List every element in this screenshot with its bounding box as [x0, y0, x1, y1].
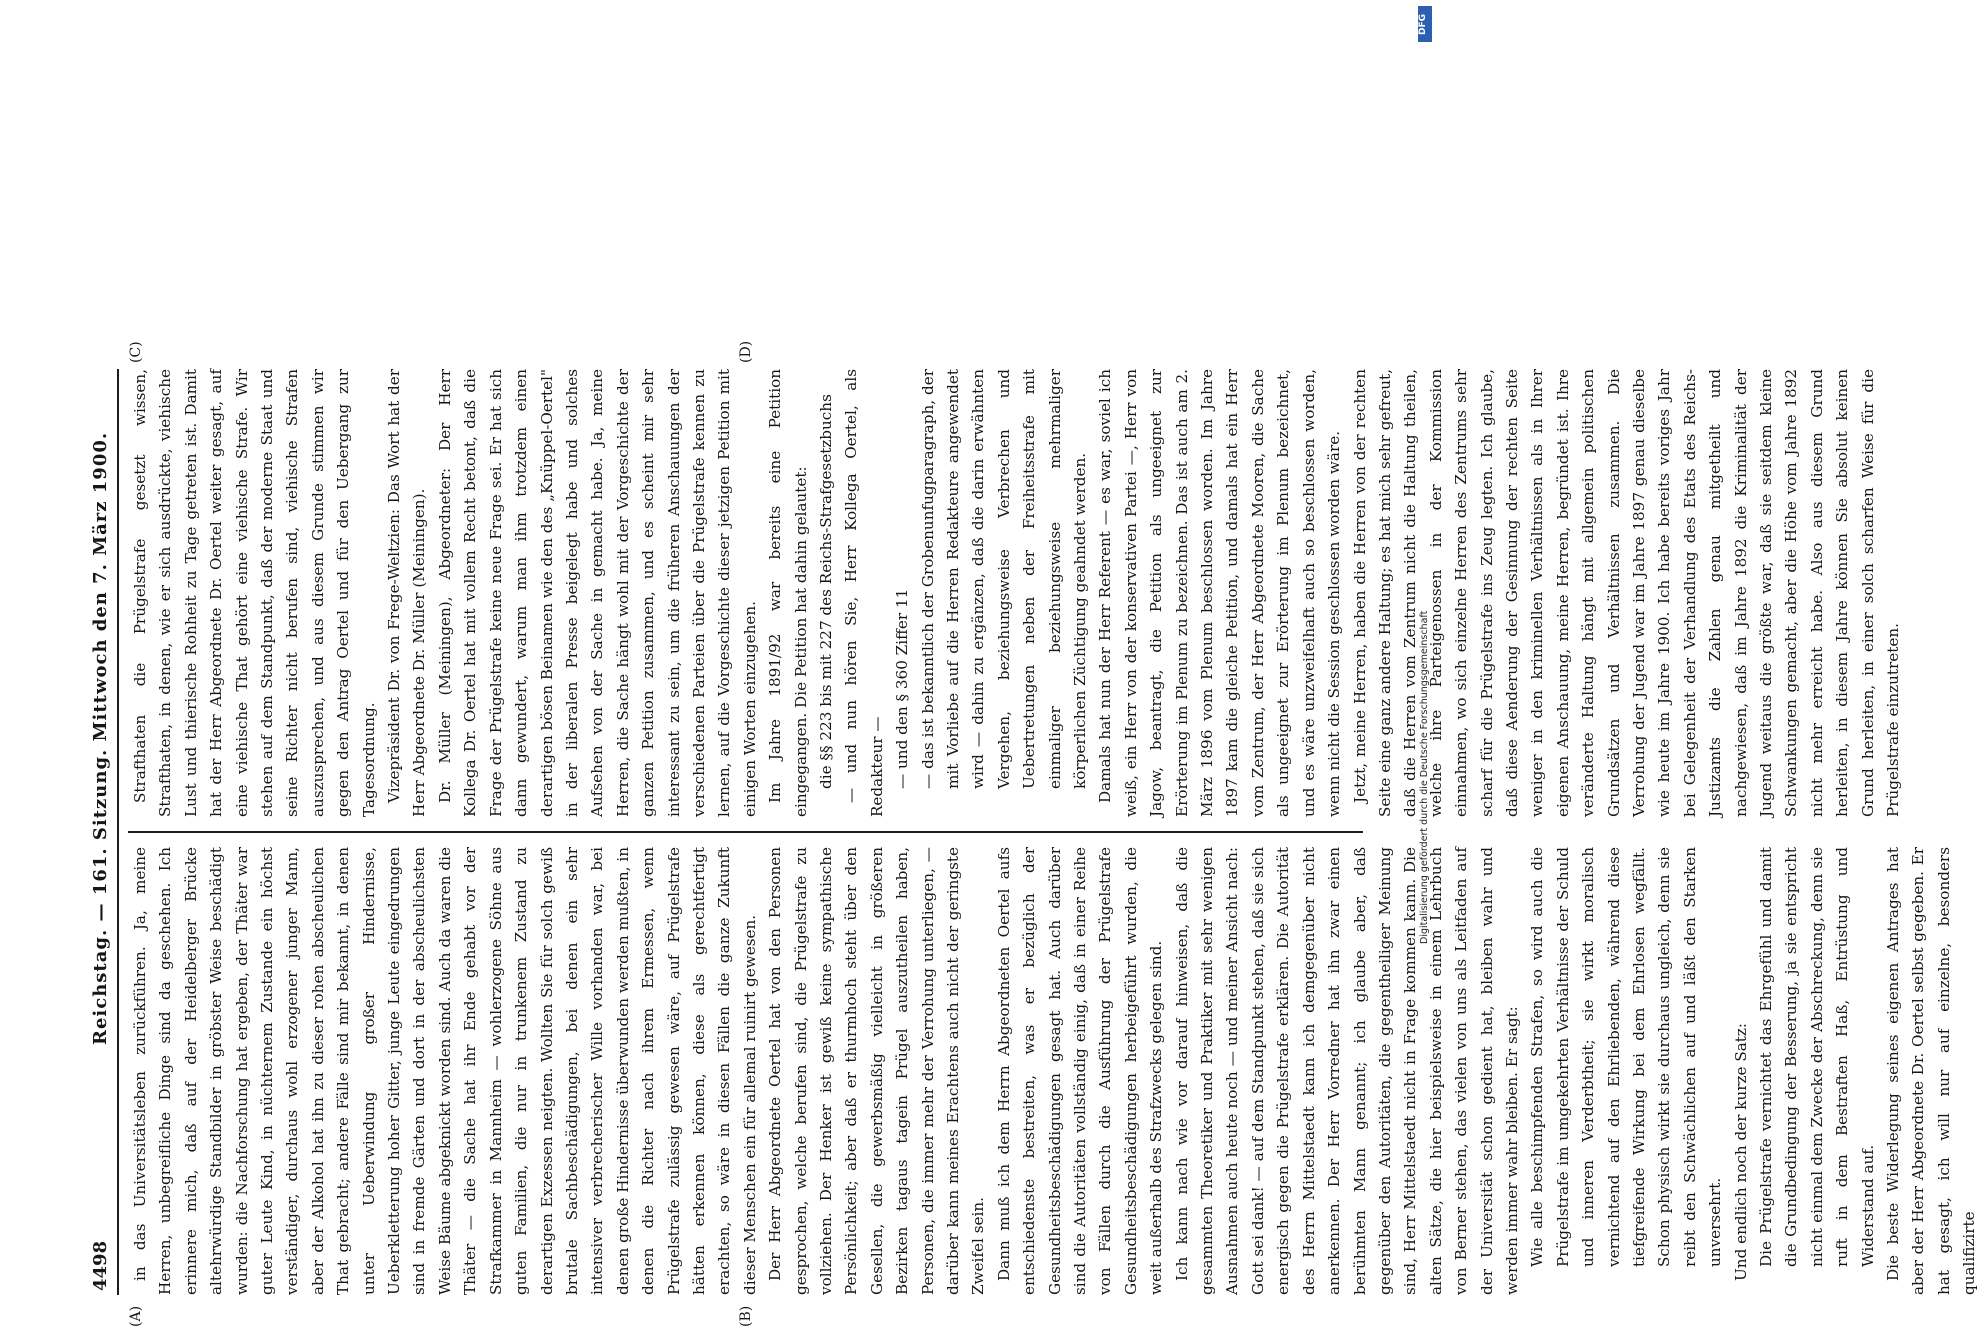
paragraph: Dann muß ich dem Herrn Abgeordneten Oertel aufs entschiedenste bestreiten, was er bezüglich der Gesundheitsbeschädigungen gesagt hat. Auch darüber sind die Autoritäten vollständig einig, daß in einer Reihe von Fällen durch die Ausführung der Prügelstrafe Gesundheitsbeschädigungen herbeigeführt wurden, die weit außerhalb des Strafzwecks gelegen sind. [994, 847, 1166, 1295]
margin-mark-a: (A) [128, 1305, 144, 1327]
margin-mark-b: (B) [738, 1305, 754, 1327]
paragraph: Strafthaten die Prügelstrafe gesetzt wissen, Strafthaten, in denen, wie er sich ausdrückte, viehische Lust und thierische Rohheit zu Tage getreten ist. Damit hat der Herr Abgeordnete Dr. Oertel weiter gesagt, auf eine viehische That gehört eine viehische Strafe. Wir stehen auf dem Standpunkt, daß der moderne Staat und seine Richter nicht berufen sind, viehische Strafen auszusprechen, und aus diesem Grunde stimmen wir gegen den Antrag Oertel und für den Uebergang zur Tagesordnung. [131, 369, 378, 817]
page-header [88, 369, 118, 1295]
margin-mark-d: (D) [738, 340, 754, 363]
quotation: die §§ 223 bis mit 227 des Reichs-Strafgesetzbuchs [816, 394, 835, 789]
paragraph: Damals hat nun der Herr Referent — es war, soviel ich weiß, ein Herr von der konservativen Partei —, Herr von Jagow, beantragt, die Petition als ungeeignet zur Erörterung im Plenum zu bezeichnen. Das ist auch am 2. März 1896 vom Plenum beschlossen worden. Im Jahre 1897 kam die gleiche Petition, und damals hat ein Herr vom Zentrum, der Herr Abgeordnete Mooren, die Sache als ungeeignet zur Erörterung im Plenum bezeichnet, und es wäre unzweifelhaft auch so beschlossen worden, wenn nicht die Session geschlossen worden wäre. [1096, 369, 1344, 817]
paragraph: Vizepräsident Dr. von Frege-Weltzien: Das Wort hat der Herr Abgeordnete Dr. Müller (Meiningen). [385, 369, 429, 817]
dfg-logo: DFG [1418, 6, 1432, 42]
paragraph: — und nun hören Sie, Herr Kollega Oertel, als Redakteur — [842, 369, 886, 817]
paragraph: in das Universitätsleben zurückführen. Ja, meine Herren, unbegreifliche Dinge sind da geschehen. Ich erinnere mich, daß auf der Heidelberger Brücke altehrwürdige Standbilder in gröbster Weise beschädigt wurden: die Nachforschung hat ergeben, der Thäter war guter Leute Kind, in nüchternem Zustande ein höchst verständiger, durchaus wohl erzogener junger Mann, aber der Alkohol hat ihn zu dieser rohen abscheulichen That gebracht; andere Fälle sind mir bekannt, in denen unter Ueberwindung großer Hindernisse, Ueberkletterung hoher Gitter, junge Leute eingedrungen sind in fremde Gärten und dort in der abscheulichsten Weise Bäume abgeknickt worden sind. Auch da waren die Thäter — die Sache hat ihr Ende gehabt vor der Strafkammer in Mannheim — wohlerzogene Söhne aus guten Familien, die nur in trunkenem Zustand zu derartigen Exzessen neigten. Wollten Sie für solch gewiß brutale Sachbeschädigungen, bei denen ein sehr intensiver verbrecherischer Wille vorhanden war, bei denen große Hindernisse überwunden werden mußten, in denen die Richter nach ihrem Ermessen, wenn Prügelstrafe zulässig gewesen wäre, auf Prügelstrafe hätten erkennen können, diese als gerechtfertigt erachten, so wäre in diesen Fällen die ganze Zukunft dieser Menschen ein für allemal ruinirt gewesen. [131, 847, 759, 1295]
paragraph: Im Jahre 1891/92 war bereits eine Petition eingegangen. Die Petition hat dahin gelautet: [766, 369, 810, 817]
header-title: Reichstag. — 161. Sitzung. Mittwoch den 7. März 1900. [90, 431, 111, 1045]
quotation: — das ist bekanntlich der Grobenunfugparagraph, der mit Vorliebe auf die Herren Redakteure angewendet wird — dahin zu ergänzen, daß die darin erwähnten Vergehen, beziehungsweise Verbrechen und Uebertretungen neben der Freiheitsstrafe mit einmaliger beziehungsweise mehrmaliger körperlichen Züchtigung geahndet werden. [918, 369, 1090, 789]
quotation: Die Prügelstrafe vernichtet das Ehrgefühl und damit die Grundbedingung der Besserung, ja sie entspricht nicht einmal dem Zwecke der Abschreckung, denn sie ruft in dem Bestraften Haß, Entrüstung und Widerstand auf. [1757, 847, 1877, 1267]
quotation: — und den § 360 Ziffer 11 [893, 588, 912, 789]
header-rule [117, 369, 119, 1295]
column-divider [128, 831, 1363, 833]
paragraph: Der Herr Abgeordnete Oertel hat von den Personen gesprochen, welche berufen sind, die Prügelstrafe zu vollziehen. Der Henker ist gewiß keine sympathische Persönlichkeit; aber daß er thurmhoch steht über den Gesellen, die gewerbsmäßig vielleicht in größeren Bezirken tagaus tagein Prügel auszutheilen haben, Personen, die immer mehr der Verrohung unterliegen, — darüber kann meines Erachtens auch nicht der geringste Zweifel sein. [766, 847, 988, 1295]
paragraph: Und endlich noch der kurze Satz: [1731, 1022, 1750, 1281]
quotation: Wie alle beschimpfenden Strafen, so wird auch die Prügelstrafe im umgekehrten Verhältnisse der Schuld und inneren Verderbtheit; sie wirkt moralisch vernichtend auf den Ehrliebenden, während diese tiefgreifende Wirkung bei dem Ehrlosen wegfällt. Schon physisch wirkt sie durchaus ungleich, denn sie reibt den Schwächlichen auf und läßt den Starken unversehrt. [1528, 847, 1725, 1267]
margin-mark-c: (C) [128, 341, 144, 363]
paragraph: Die beste Widerlegung seines eigenen Antrages hat aber der Herr Abgeordnete Dr. Oertel selbst gegeben. Er hat gesagt, ich will nur auf einzelne, besonders qualifizirte [1884, 847, 1979, 1295]
paragraph: Ich kann nach wie vor darauf hinweisen, daß die gesammten Theoretiker und Praktiker mit sehr wenigen Ausnahmen auch heute noch — und meiner Ansicht nach: Gott sei dank! — auf dem Standpunkt stehen, daß sie sich energisch gegen die Prügelstrafe erklären. Die Autorität des Herrn Mittelstaedt kann ich demgegenüber nicht anerkennen. Der Herr Vorredner hat ihn zwar einen berühmten Mann genannt; ich glaube aber, daß gegenüber den Autoritäten, die gegentheiliger Meinung sind, Herr Mittelstaedt nicht in Frage kommen kann. Die alten Sätze, die hier beispielsweise in einem Lehrbuch von Berner stehen, das vielen von uns als Leitfaden auf der Universität schon gedient hat, bleiben wahr und werden immer wahr bleiben. Er sagt: [1172, 847, 1521, 1295]
left-column [128, 847, 1979, 1295]
page-number: 4498 [90, 1240, 111, 1291]
digitization-credit: Digitalisierung gefördert durch die Deutsche Forschungsgemeinschaft [1419, 610, 1430, 944]
paragraph: Jetzt, meine Herren, haben die Herren von der rechten Seite eine ganz andere Haltung; es hat mich sehr gefreut, daß die Herren vom Zentrum nicht die Haltung theilen, welche ihre Parteigenossen in der Kommission einnahmen, wo sich einzelne Herren des Zentrums sehr scharf für die Prügelstrafe ins Zeug legten. Ich glaube, daß diese Aenderung der Gesinnung der rechten Seite weniger in den kriminellen Verhältnissen als in Ihrer eigenen Anschauung, meine Herren, begründet ist. Ihre veränderte Haltung hängt mit allgemein politischen Grundsätzen und Verhältnissen zusammen. Die Verrohung der Jugend war im Jahre 1897 genau dieselbe wie heute im Jahre 1900. Ich habe bereits voriges Jahr bei Gelegenheit der Verhandlung des Etats des Reichs-Justizamts die Zahlen genau mitgetheilt und nachgewiesen, daß im Jahre 1892 die Kriminalität der Jugend weitaus die größte war, daß sie seitdem kleine Schwankungen gemacht, aber die Höhe vom Jahre 1892 nicht mehr erreicht habe. Also aus diesem Grund herleiten, in diesem Jahre können Sie absolut keinen Grund herleiten, in einer solch scharfen Weise für die Prügelstrafe einzutreten. [1350, 369, 1903, 817]
paragraph: Dr. Müller (Meiningen), Abgeordneter: Der Herr Kollega Dr. Oertel hat mit vollem Recht betont, daß die Frage der Prügelstrafe keine neue Frage sei. Er hat sich dann gewundert, warum man ihm trotzdem einen derartigen bösen Beinamen wie den des „Knüppel-Oertel" in der liberalen Presse beigelegt habe und solches Aufsehen von der Sache in gemacht habe. Ja, meine Herren, die Sache hängt wohl mit der Vorgeschichte der ganzen Petition zusammen, und es scheint mir sehr interessant zu sein, um die früheren Anschauungen der verschiedenen Parteien über die Prügelstrafe kennen zu lernen, auf die Vorgeschichte dieser jetzigen Petition mit einigen Worten einzugehen. [435, 369, 759, 817]
